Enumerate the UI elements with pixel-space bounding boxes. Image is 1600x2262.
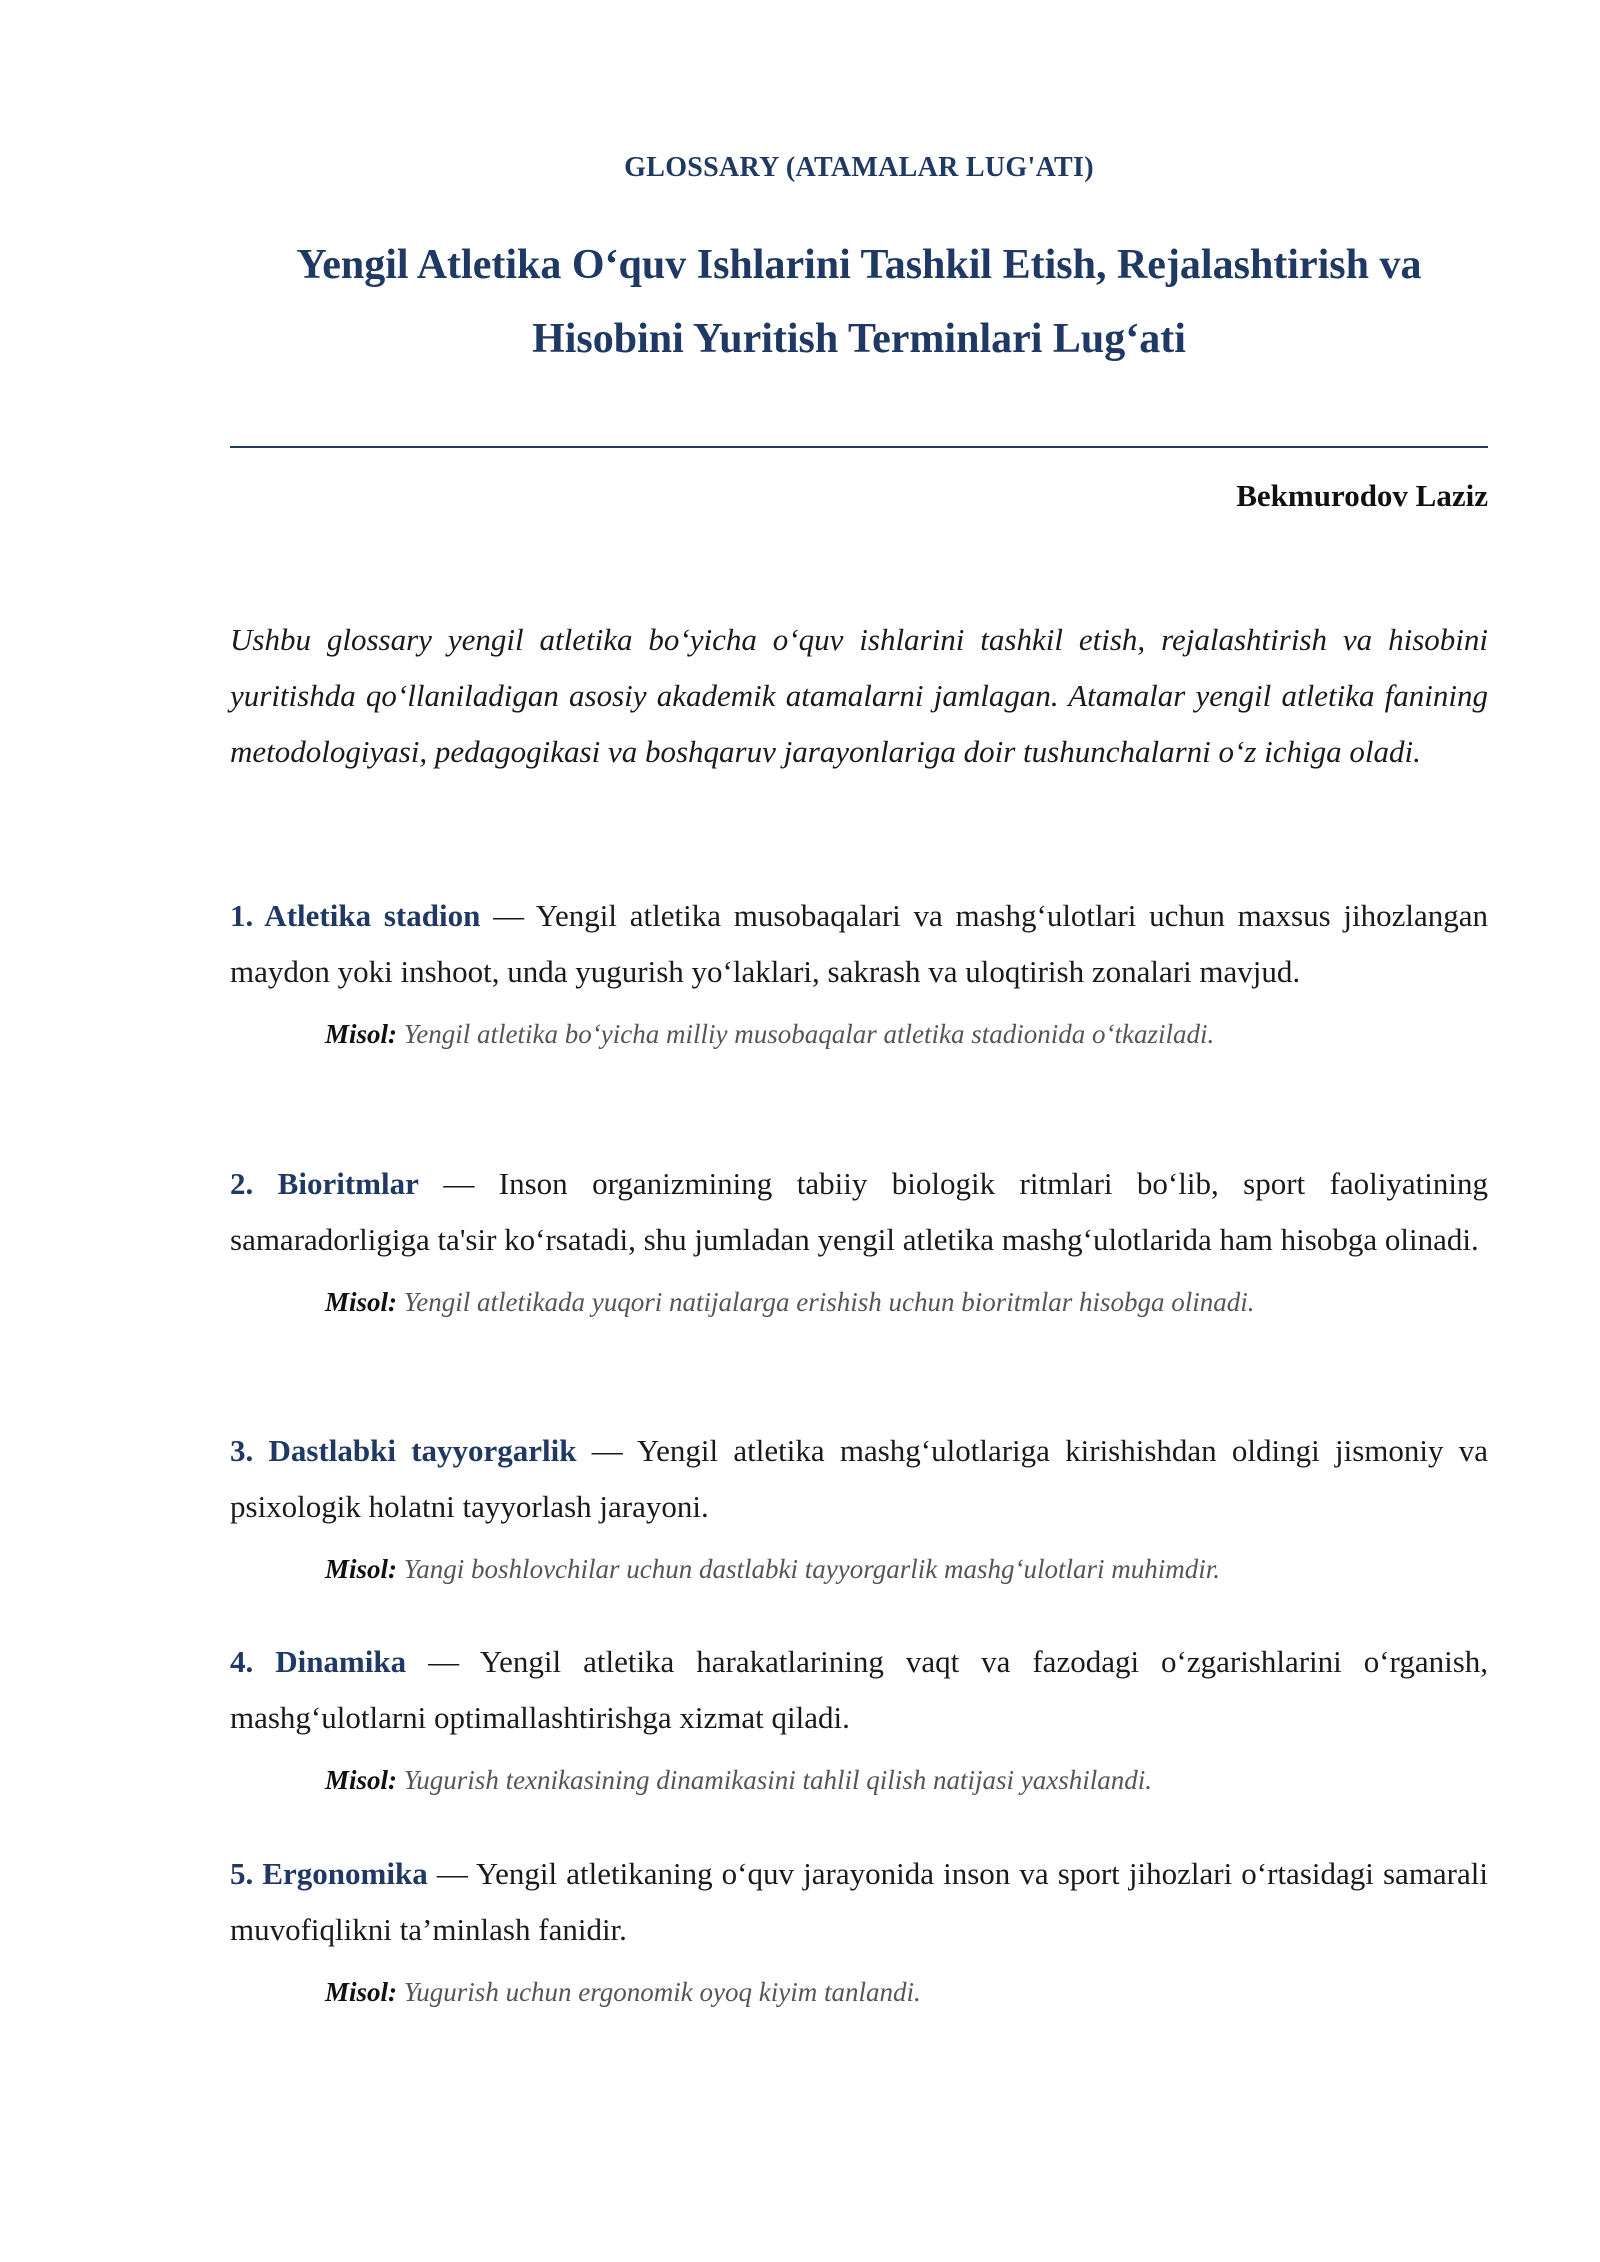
entry-text: — Inson organizmining tabiiy biologik ritmlari bo‘lib, sport faoliyatining samaradorligiga ta'sir ko‘rsatadi, shu jumladan yengil atletika mashg‘ulotlarida ham hisobga olinadi.	[230, 1166, 1489, 1257]
example-text: Yangi boshlovchilar uchun dastlabki tayyorgarlik mashg‘ulotlari muhimdir.	[403, 1554, 1221, 1584]
entry-term: 1. Atletika stadion	[230, 898, 481, 933]
entry-text: — Yengil atletika mashg‘ulotlariga kirishishdan oldingi jismoniy va psixologik holatni tayyorlash jarayoni.	[230, 1433, 1489, 1524]
title-divider	[230, 446, 1488, 448]
author-name: Bekmurodov Laziz	[1236, 478, 1488, 513]
glossary-entry-4	[230, 1634, 1488, 1800]
entry-definition	[230, 1423, 1488, 1535]
entry-text: — Yengil atletika musobaqalari va mashg‘ulotlari uchun maxsus jihozlangan maydon yoki inshoot, unda yugurish yo‘laklari, sakrash va uloqtirish zonalari mavjud.	[230, 898, 1489, 989]
example-label: Misol:	[325, 1554, 398, 1584]
entry-term: 5. Ergonomika	[230, 1856, 428, 1891]
glossary-entry-3	[230, 1423, 1488, 1589]
entry-example	[325, 1972, 1488, 2012]
entry-text: — Yengil atletikaning o‘quv jarayonida inson va sport jihozlari o‘rtasidagi samarali muvofiqlikni ta’minlash fanidir.	[230, 1856, 1488, 1947]
entry-example	[325, 1282, 1488, 1322]
glossary-entry-1	[230, 888, 1488, 1054]
glossary-entry-5	[230, 1846, 1488, 2012]
intro-paragraph: Ushbu glossary yengil atletika bo‘yicha o‘quv ishlarini tashkil etish, rejalashtirish va hisobini yuritishda qo‘llaniladigan asosiy akademik atamalarni jamlagan. Atamalar yengil atletika fanining metodologiyasi, pedagogikasi va boshqaruv jarayonlariga doir tushunchalarni o‘z ichiga oladi.	[230, 622, 1488, 769]
entry-term: 2. Bioritmlar	[230, 1166, 419, 1201]
entry-text: — Yengil atletika harakatlarining vaqt va fazodagi o‘zgarishlarini o‘rganish, mashg‘ulotlarni optimallashtirishga xizmat qiladi.	[230, 1644, 1489, 1735]
example-text: Yugurish uchun ergonomik oyoq kiyim tanlandi.	[403, 1977, 921, 2007]
glossary-entry-2	[230, 1156, 1488, 1322]
document-title: Yengil Atletika O‘quv Ishlarini Tashkil Etish, Rejalashtirish va Hisobini Yuritish Terminlari Lug‘ati	[296, 242, 1422, 362]
example-label: Misol:	[325, 1765, 398, 1795]
entry-definition	[230, 1846, 1488, 1958]
entry-term: 4. Dinamika	[230, 1644, 407, 1679]
entry-definition	[230, 1156, 1488, 1268]
entry-example	[325, 1014, 1488, 1054]
entry-definition	[230, 1634, 1488, 1746]
example-text: Yugurish texnikasining dinamikasini tahlil qilish natijasi yaxshilandi.	[403, 1765, 1153, 1795]
example-label: Misol:	[325, 1019, 398, 1049]
entry-example	[325, 1760, 1488, 1800]
example-label: Misol:	[325, 1287, 398, 1317]
example-text: Yengil atletika bo‘yicha milliy musobaqalar atletika stadionida o‘tkaziladi.	[403, 1019, 1215, 1049]
entry-example	[325, 1549, 1488, 1589]
document-label: GLOSSARY (ATAMALAR LUG'ATI)	[624, 152, 1094, 183]
example-text: Yengil atletikada yuqori natijalarga erishish uchun bioritmlar hisobga olinadi.	[403, 1287, 1255, 1317]
entry-definition	[230, 888, 1488, 1000]
entry-term: 3. Dastlabki tayyorgarlik	[230, 1433, 577, 1468]
example-label: Misol:	[325, 1977, 398, 2007]
